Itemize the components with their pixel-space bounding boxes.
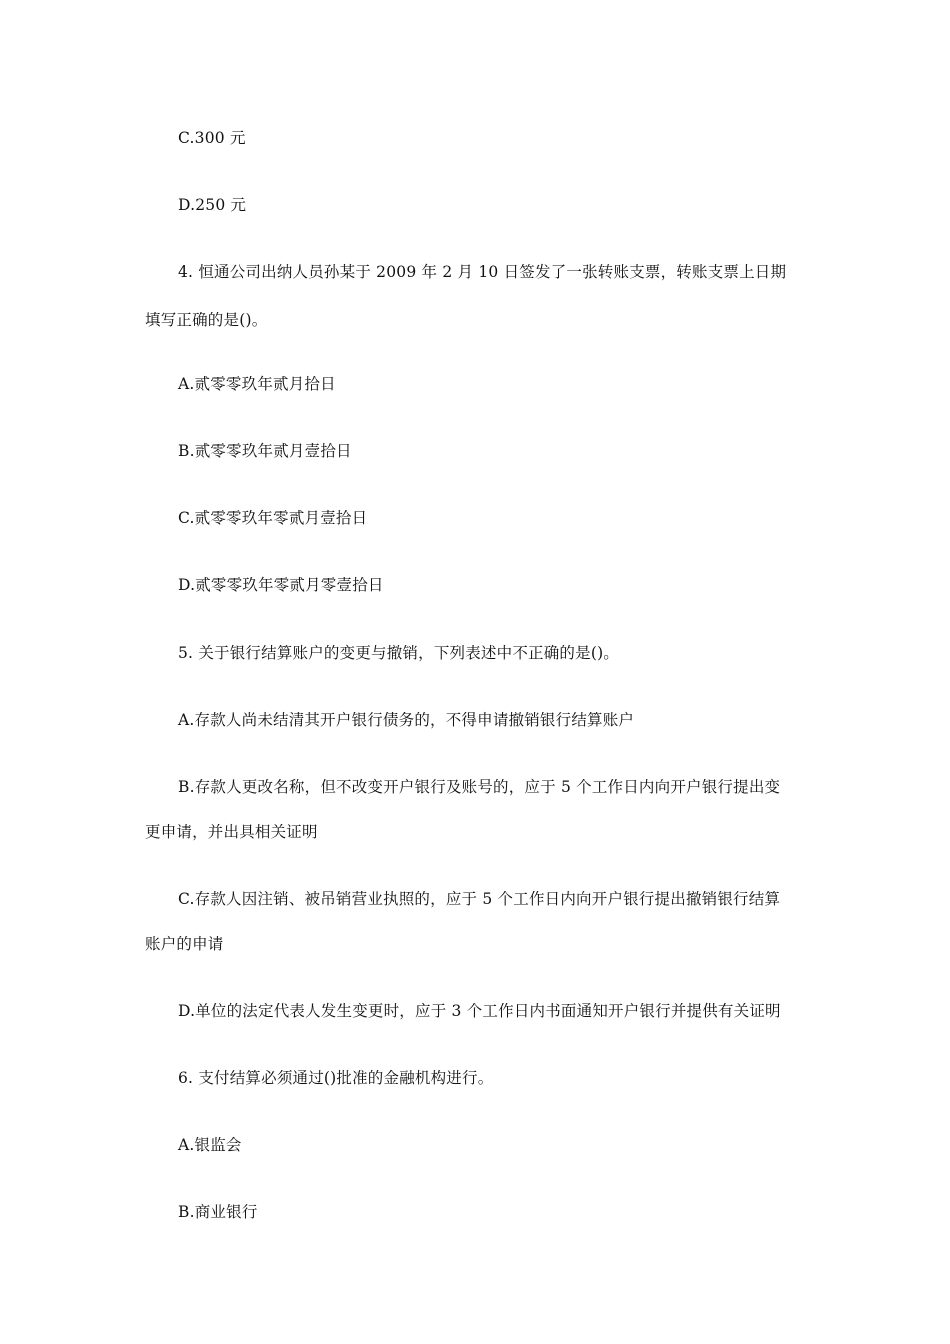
q5-stem: 5. 关于银行结算账户的变更与撤销，下列表述中不正确的是()。 (178, 644, 620, 662)
q3-option-c: C.300 元 (178, 129, 246, 147)
q5-option-b-line2: 更申请，并出具相关证明 (145, 823, 318, 841)
q5-option-c-line1: C.存款人因注销、被吊销营业执照的，应于 5 个工作日内向开户银行提出撤销银行结算 (178, 890, 781, 908)
q6-option-a: A.银监会 (178, 1136, 242, 1154)
q6-stem: 6. 支付结算必须通过()批准的金融机构进行。 (178, 1069, 494, 1087)
q4-stem-line2: 填写正确的是()。 (145, 311, 268, 329)
q4-stem-line1: 4. 恒通公司出纳人员孙某于 2009 年 2 月 10 日签发了一张转账支票，转账支票上日期 (178, 263, 787, 281)
q4-option-b: B.贰零零玖年贰月壹拾日 (178, 442, 352, 460)
q5-option-a: A.存款人尚未结清其开户银行债务的，不得申请撤销银行结算账户 (178, 711, 635, 729)
q5-option-b-line1: B.存款人更改名称，但不改变开户银行及账号的，应于 5 个工作日内向开户银行提出变 (178, 778, 781, 796)
q4-option-d: D.贰零零玖年零贰月零壹拾日 (178, 576, 384, 594)
q3-option-d: D.250 元 (178, 196, 247, 214)
q4-option-c: C.贰零零玖年零贰月壹拾日 (178, 509, 368, 527)
q4-option-a: A.贰零零玖年贰月拾日 (178, 375, 336, 393)
q5-option-d: D.单位的法定代表人发生变更时，应于 3 个工作日内书面通知开户银行并提供有关证明 (178, 1002, 781, 1020)
q6-option-b: B.商业银行 (178, 1203, 258, 1221)
q5-option-c-line2: 账户的申请 (145, 935, 224, 953)
